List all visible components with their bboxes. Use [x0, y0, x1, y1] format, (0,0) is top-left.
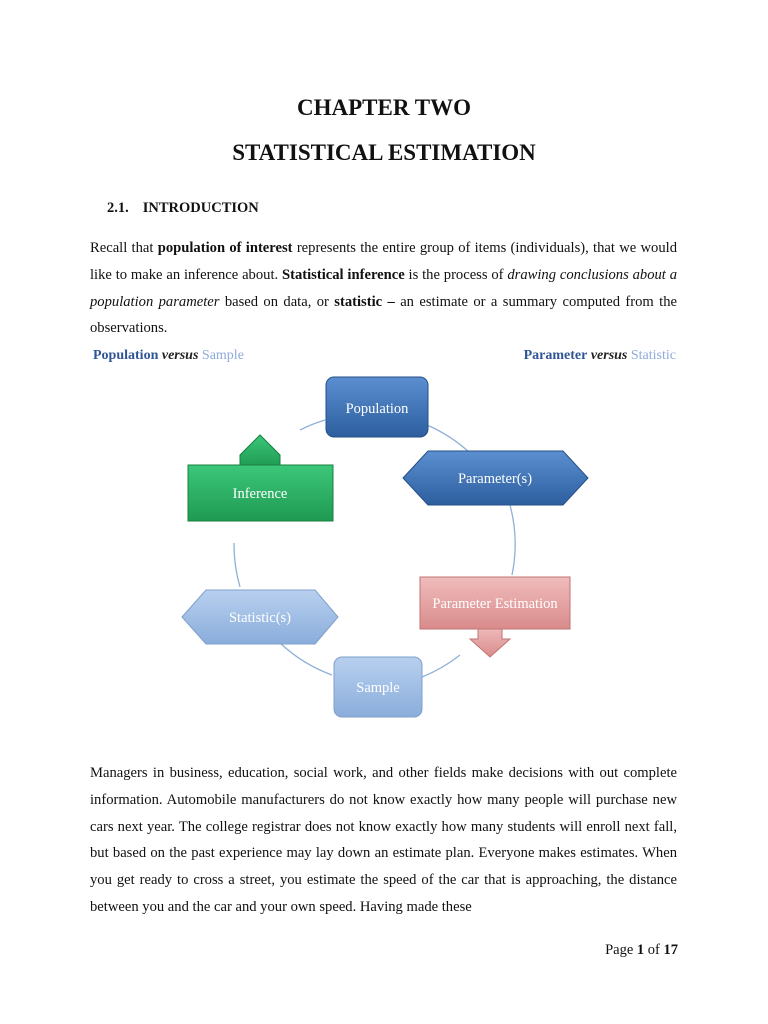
- term-statistical-inference: Statistical inference: [281, 266, 405, 283]
- body-paragraph: Managers in business, education, social work, and other fields make decisions with out complete information. Automobile manufacturers do not know exactly how many people will purchase new cars next year. The college registrar does not know exactly how many students will enroll next fall, but based on the past experience may lay down an estimate plan. Everyone makes estimates. When you get ready to cross a street, you estimate the speed of the car that is approaching, the distance between you and the car and your own speed. Having made these: [90, 765, 677, 915]
- node-parameter-estimation-label: Parameter Estimation: [432, 596, 558, 612]
- node-parameter-estimation: [420, 577, 570, 657]
- intro-text: Recall that: [90, 240, 158, 256]
- diagram-title-parameter-vs-statistic: Parameter versus Statistic: [523, 348, 676, 363]
- term-population-of-interest: population of interest: [157, 240, 293, 256]
- estimation-cycle-diagram: [160, 365, 610, 730]
- node-parameters: [403, 451, 588, 505]
- node-parameters-label: Parameter(s): [457, 471, 533, 487]
- footer-total-pages: 17: [663, 942, 678, 958]
- node-inference-label: Inference: [232, 486, 288, 502]
- node-statistics-label: Statistic(s): [228, 610, 292, 626]
- chapter-subtitle: STATISTICAL ESTIMATION: [232, 140, 536, 165]
- intro-text: represents the entire group of items (individuals), that we would like to make an inference about.: [90, 240, 677, 283]
- section-heading: [107, 200, 259, 217]
- node-inference: [188, 435, 333, 521]
- term-statistic: statistic –: [334, 293, 395, 310]
- intro-text: an estimate or a summary computed from the observations.: [90, 293, 677, 337]
- intro-text: based on data, or: [219, 293, 335, 310]
- page-footer: [605, 942, 678, 959]
- chapter-title: CHAPTER TWO: [296, 95, 472, 120]
- node-population: [326, 377, 428, 437]
- node-statistics: [182, 590, 338, 644]
- emphasis-drawing-conclusions: drawing conclusions about a population parameter: [90, 266, 677, 310]
- footer-page-word: Page: [605, 942, 637, 958]
- node-sample: [334, 657, 422, 717]
- intro-paragraph: [90, 235, 677, 342]
- node-population-label: Population: [345, 401, 409, 417]
- footer-of-word: of: [644, 942, 664, 958]
- intro-text: is the process of: [404, 266, 508, 283]
- section-number: 2.1.: [107, 200, 129, 216]
- diagram-title-population-vs-sample: Population versus Sample: [93, 348, 244, 363]
- section-title: INTRODUCTION: [142, 200, 259, 216]
- footer-current-page: 1: [636, 942, 645, 958]
- node-sample-label: Sample: [356, 680, 400, 696]
